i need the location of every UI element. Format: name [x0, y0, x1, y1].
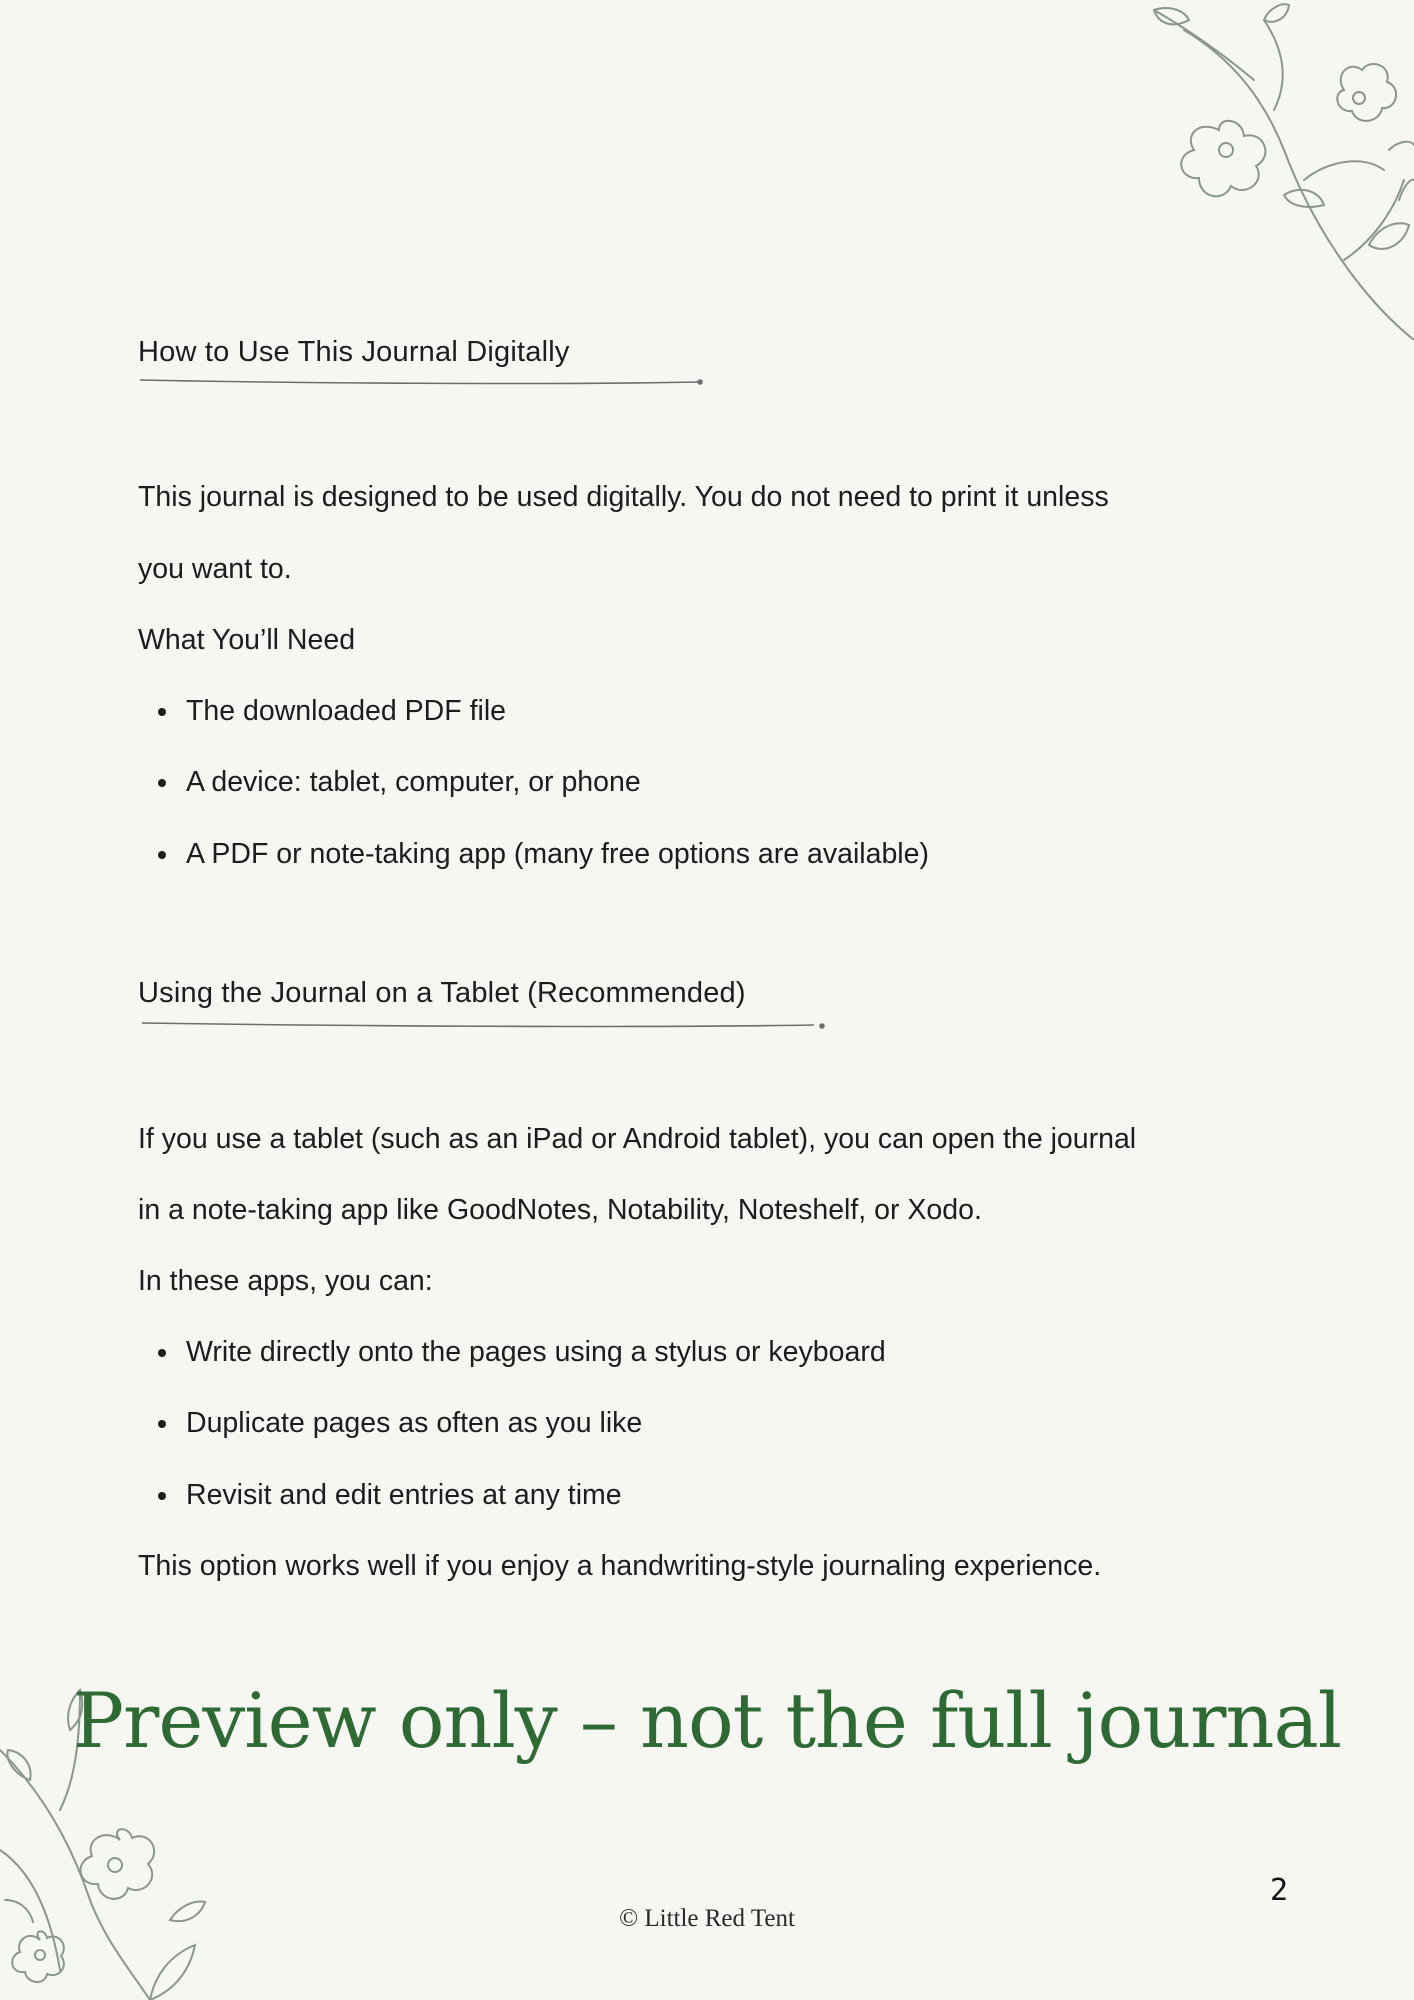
features-list [138, 1317, 886, 1531]
section-intro-line: in a note-taking app like GoodNotes, Notability, Noteshelf, or Xodo. [138, 1194, 982, 1226]
heading-underline [138, 374, 708, 388]
list-item: A device: tablet, computer, or phone [138, 747, 929, 818]
floral-corner-top-right-icon [1114, 0, 1414, 340]
preview-watermark: Preview only – not the full journal [72, 1676, 1342, 1765]
section-heading: How to Use This Journal Digitally [138, 336, 570, 368]
list-item: Write directly onto the pages using a stylus or keyboard [138, 1317, 886, 1388]
list-item: Duplicate pages as often as you like [138, 1388, 886, 1459]
section-subheading: What You’ll Need [138, 624, 356, 656]
section-intro-line: If you use a tablet (such as an iPad or Android tablet), you can open the journal [138, 1123, 1137, 1155]
page-number: 2 [1270, 1873, 1289, 1908]
section-intro-line: you want to. [138, 553, 292, 585]
section-intro-line: This journal is designed to be used digitally. You do not need to print it unless [138, 481, 1109, 513]
list-item: The downloaded PDF file [138, 676, 929, 747]
section-heading: Using the Journal on a Tablet (Recommended) [138, 977, 746, 1009]
heading-underline [138, 1017, 828, 1031]
list-item: Revisit and edit entries at any time [138, 1460, 886, 1531]
section-subheading: In these apps, you can: [138, 1265, 433, 1297]
copyright-footer: © Little Red Tent [619, 1905, 795, 1932]
requirements-list [138, 676, 929, 890]
section-closing: This option works well if you enjoy a handwriting-style journaling experience. [138, 1550, 1102, 1582]
list-item: A PDF or note-taking app (many free options are available) [138, 819, 929, 890]
